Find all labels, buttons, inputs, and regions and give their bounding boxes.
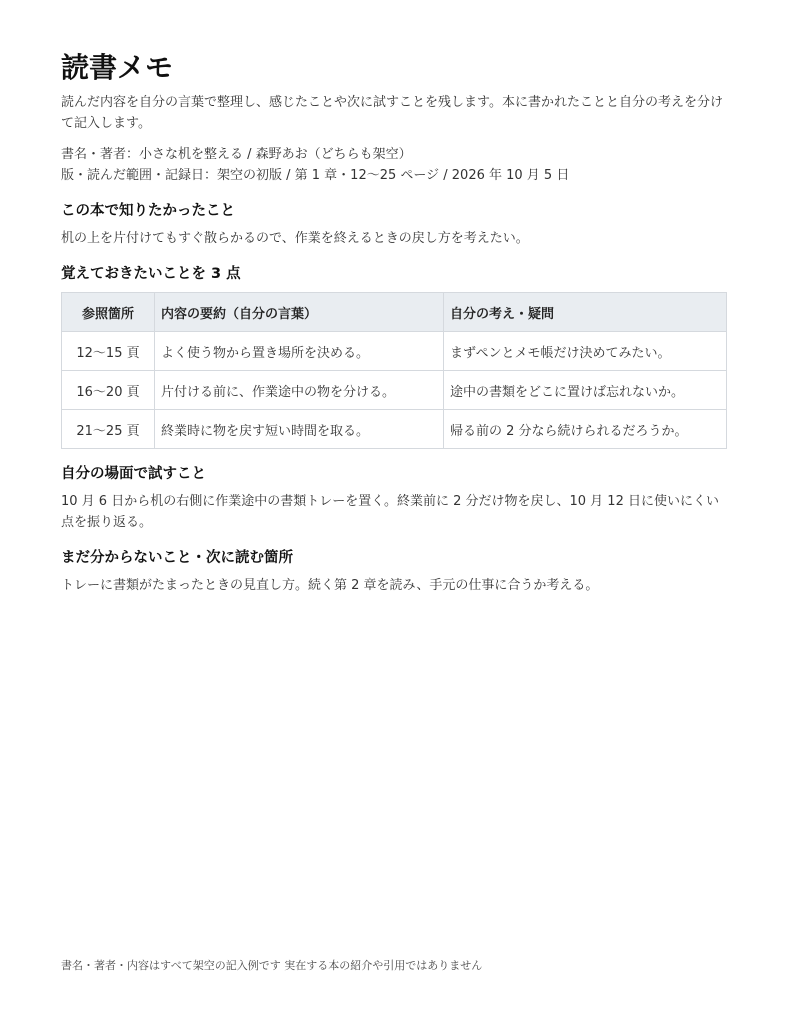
cell-summary: よく使う物から置き場所を決める。 [155, 332, 444, 371]
table-row [62, 410, 727, 449]
col-header-summary: 内容の要約（自分の言葉） [155, 293, 444, 332]
intro-text: 読んだ内容を自分の言葉で整理し、感じたことや次に試すことを残します。本に書かれたことと自分の考えを分けて記入します。 [61, 95, 723, 131]
next-heading: まだ分からないこと・次に読む箇所 [61, 550, 293, 566]
edition-range-date-line: 版・読んだ範囲・記録日：架空の初版 / 第 1 章・12〜25 ページ / 2026 年 10 月 5 日 [61, 168, 570, 183]
book-author-line: 書名・著者：小さな机を整える / 森野あお（どちらも架空） [61, 147, 412, 162]
cell-reference: 16〜20 頁 [62, 371, 155, 410]
goal-text: 机の上を片付けてもすぐ散らかるので、作業を終えるときの戻し方を考えたい。 [61, 231, 529, 246]
cell-thought: 途中の書類をどこに置けば忘れないか。 [444, 371, 727, 410]
cell-reference: 12〜15 頁 [62, 332, 155, 371]
page-title: 読書メモ [61, 51, 174, 84]
cell-reference: 21〜25 頁 [62, 410, 155, 449]
try-heading: 自分の場面で試すこと [61, 466, 206, 482]
table-header-row [62, 293, 727, 332]
cell-thought: まずペンとメモ帳だけ決めてみたい。 [444, 332, 727, 371]
next-text: トレーに書類がたまったときの見直し方。続く第 2 章を読み、手元の仕事に合うか考える。 [61, 578, 599, 593]
cell-summary: 終業時に物を戻す短い時間を取る。 [155, 410, 444, 449]
cell-summary: 片付ける前に、作業途中の物を分ける。 [155, 371, 444, 410]
footer-note: 書名・著者・内容はすべて架空の記入例です 実在する本の紹介や引用ではありません [61, 959, 483, 972]
try-text: 10 月 6 日から机の右側に作業途中の書類トレーを置く。終業前に 2 分だけ物を戻し、10 月 12 日に使いにくい点を振り返る。 [61, 494, 719, 530]
col-header-reference: 参照箇所 [62, 293, 155, 332]
points-table [61, 292, 727, 449]
cell-thought: 帰る前の 2 分なら続けられるだろうか。 [444, 410, 727, 449]
table-row [62, 371, 727, 410]
reading-memo-page [61, 50, 727, 596]
points-heading: 覚えておきたいことを 3 点 [61, 266, 241, 282]
table-row [62, 332, 727, 371]
col-header-thought: 自分の考え・疑問 [444, 293, 727, 332]
book-meta [61, 144, 727, 186]
goal-heading: この本で知りたかったこと [61, 203, 235, 219]
